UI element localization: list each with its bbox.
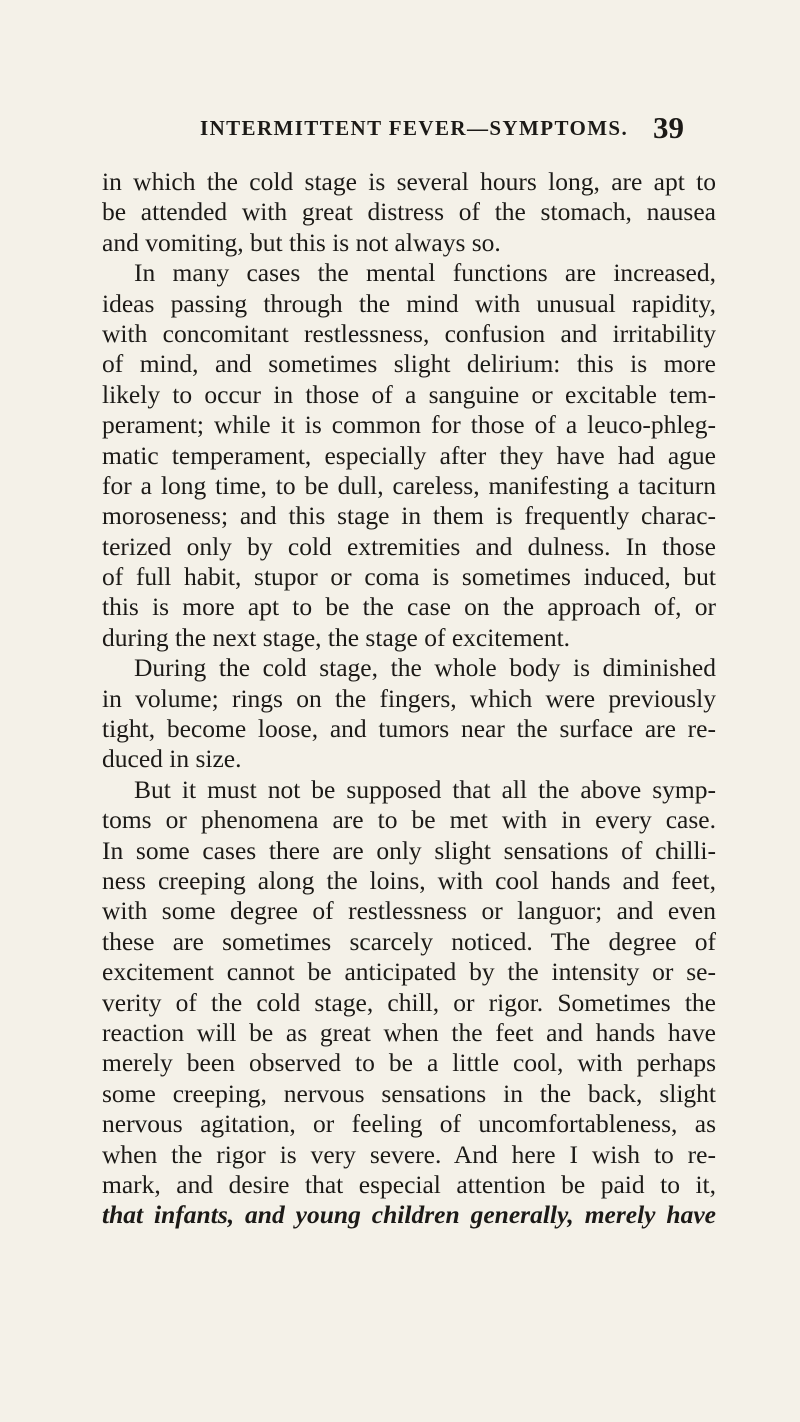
text-line: likely to occur in those of a sanguine or excitable tem- bbox=[102, 379, 716, 409]
text-line: mark, and desire that especial attention be paid to it, bbox=[102, 1169, 716, 1199]
text-line: reaction will be as great when the feet and hands have bbox=[102, 1017, 716, 1047]
body-text bbox=[102, 167, 716, 1231]
text-line: In some cases there are only slight sensations of chilli- bbox=[102, 835, 716, 865]
text-line: duced in size. bbox=[102, 744, 242, 774]
text-line: be attended with great distress of the stomach, nausea bbox=[102, 197, 716, 227]
text-line: nervous agitation, or feeling of uncomfortableness, as bbox=[102, 1109, 716, 1139]
text-line: In many cases the mental functions are increased, bbox=[134, 258, 716, 288]
page-header bbox=[0, 110, 800, 146]
text-line: tight, become loose, and tumors near the surface are re- bbox=[102, 714, 716, 744]
text-line: But it must not be supposed that all the above symp- bbox=[134, 774, 716, 804]
text-line: in which the cold stage is several hours long, are apt to bbox=[102, 167, 716, 196]
text-line: moroseness; and this stage in them is frequently charac- bbox=[102, 501, 716, 531]
running-head: INTERMITTENT FEVER—SYMPTOMS. bbox=[200, 116, 629, 140]
text-line: excitement cannot be anticipated by the intensity or se- bbox=[102, 957, 716, 987]
text-line: matic temperament, especially after they have had ague bbox=[102, 440, 716, 470]
text-line: with concomitant restlessness, confusion and irritability bbox=[102, 318, 716, 348]
text-line: During the cold stage, the whole body is diminished bbox=[134, 653, 716, 683]
text-line: when the rigor is very severe. And here I wish to re- bbox=[102, 1139, 716, 1169]
text-line: during the next stage, the stage of excitement. bbox=[102, 622, 571, 652]
text-line: perament; while it is common for those of a leuco-phleg- bbox=[102, 410, 716, 440]
text-line: ideas passing through the mind with unusual rapidity, bbox=[102, 288, 716, 318]
text-line: with some degree of restlessness or languor; and even bbox=[102, 896, 716, 926]
text-line: that infants, and young children generally, merely have bbox=[102, 1200, 716, 1230]
text-line: in volume; rings on the fingers, which were previously bbox=[102, 683, 716, 713]
text-line: and vomiting, but this is not always so. bbox=[102, 227, 501, 257]
text-line: these are sometimes scarcely noticed. The degree of bbox=[102, 926, 716, 956]
text-line: merely been observed to be a little cool, with perhaps bbox=[102, 1048, 716, 1078]
text-line: ness creeping along the loins, with cool hands and feet, bbox=[102, 865, 716, 895]
text-line: of mind, and sometimes slight delirium: this is more bbox=[102, 349, 716, 379]
text-line: this is more apt to be the case on the approach of, or bbox=[102, 592, 716, 622]
text-line: toms or phenomena are to be met with in every case. bbox=[102, 805, 716, 835]
page-number: 39 bbox=[653, 110, 684, 145]
text-line: verity of the cold stage, chill, or rigor. Sometimes the bbox=[102, 987, 716, 1017]
text-line: of full habit, stupor or coma is sometimes induced, but bbox=[102, 562, 716, 592]
text-line: for a long time, to be dull, careless, manifesting a taciturn bbox=[102, 470, 716, 500]
text-line: some creeping, nervous sensations in the back, slight bbox=[102, 1078, 716, 1108]
text-line: terized only by cold extremities and dulness. In those bbox=[102, 531, 716, 561]
